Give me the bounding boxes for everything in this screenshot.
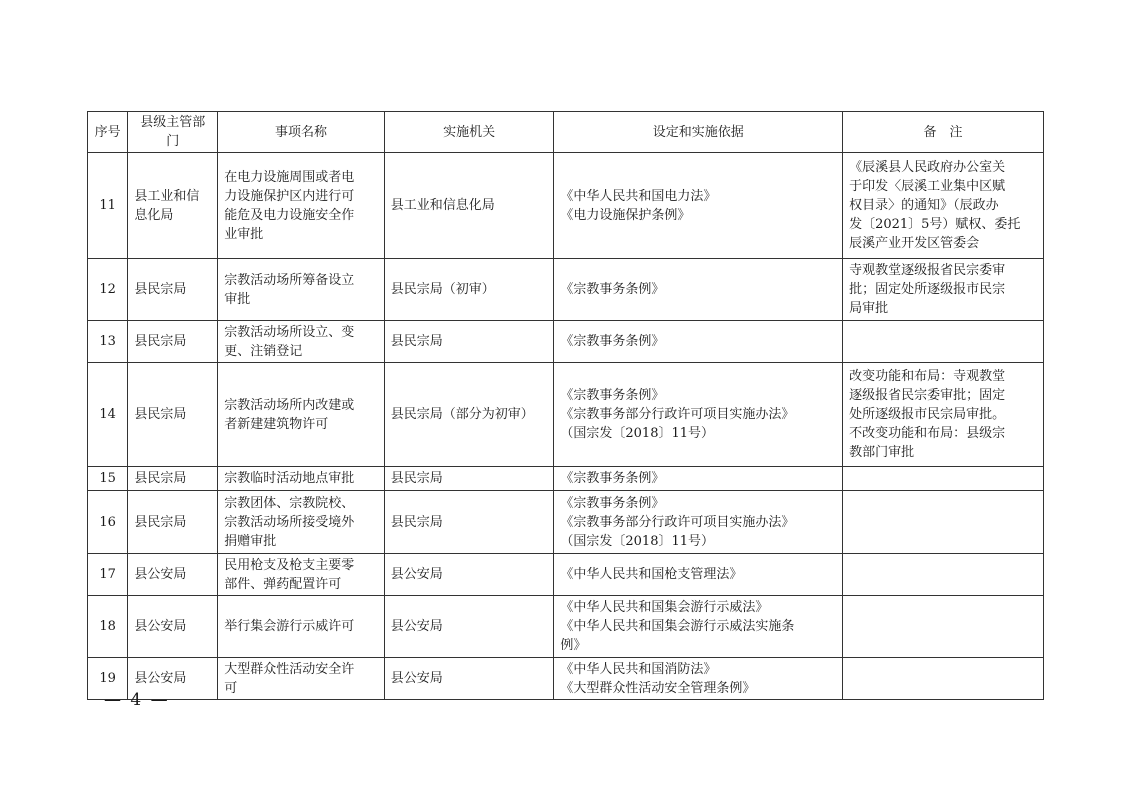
cell-note [843,321,1044,363]
table-row [88,596,1044,658]
cell-basis: 《中华人民共和国集会游行示威法》 《中华人民共和国集会游行示威法实施条 例》 [554,596,843,658]
cell-basis: 《宗教事务条例》 [554,467,843,491]
cell-serial: 15 [88,467,128,491]
cell-item-name: 宗教临时活动地点审批 [218,467,385,491]
cell-serial: 13 [88,321,128,363]
cell-department: 县民宗局 [128,259,218,321]
cell-department: 县民宗局 [128,321,218,363]
cell-basis: 《宗教事务条例》 [554,321,843,363]
cell-agency: 县公安局 [384,596,554,658]
cell-department: 县工业和信 息化局 [128,153,218,259]
cell-agency: 县民宗局 [384,491,554,554]
cell-item-name: 在电力设施周围或者电 力设施保护区内进行可 能危及电力设施安全作 业审批 [218,153,385,259]
cell-basis: 《宗教事务条例》 《宗教事务部分行政许可项目实施办法》 （国宗发〔2018〕11号） [554,491,843,554]
cell-item-name: 民用枪支及枪支主要零 部件、弹药配置许可 [218,554,385,596]
table-row [88,467,1044,491]
cell-basis: 《宗教事务条例》 《宗教事务部分行政许可项目实施办法》 （国宗发〔2018〕11号） [554,363,843,467]
cell-basis: 《中华人民共和国枪支管理法》 [554,554,843,596]
cell-agency: 县公安局 [384,658,554,700]
cell-serial: 11 [88,153,128,259]
cell-item-name: 大型群众性活动安全许 可 [218,658,385,700]
cell-basis: 《宗教事务条例》 [554,259,843,321]
table-row [88,259,1044,321]
cell-serial: 19 [88,658,128,700]
header-note: 备 注 [843,112,1044,153]
cell-serial: 16 [88,491,128,554]
cell-serial: 12 [88,259,128,321]
cell-note [843,491,1044,554]
cell-serial: 14 [88,363,128,467]
page-number: — 4 — [104,690,170,710]
cell-item-name: 宗教团体、宗教院校、 宗教活动场所接受境外 捐赠审批 [218,491,385,554]
cell-item-name: 举行集会游行示威许可 [218,596,385,658]
cell-department: 县公安局 [128,596,218,658]
cell-note: 寺观教堂逐级报省民宗委审 批；固定处所逐级报市民宗 局审批 [843,259,1044,321]
cell-agency: 县民宗局 [384,467,554,491]
header-agency: 实施机关 [384,112,554,153]
table-row [88,554,1044,596]
cell-item-name: 宗教活动场所内改建或 者新建建筑物许可 [218,363,385,467]
cell-item-name: 宗教活动场所筹备设立 审批 [218,259,385,321]
table-row [88,491,1044,554]
cell-department: 县民宗局 [128,491,218,554]
cell-note [843,596,1044,658]
cell-serial: 18 [88,596,128,658]
cell-department: 县公安局 [128,658,218,700]
header-basis: 设定和实施依据 [554,112,843,153]
header-item-name: 事项名称 [218,112,385,153]
table-row [88,321,1044,363]
approval-items-table [87,111,1044,700]
cell-department: 县民宗局 [128,363,218,467]
cell-agency: 县民宗局 [384,321,554,363]
cell-item-name: 宗教活动场所设立、变 更、注销登记 [218,321,385,363]
cell-department: 县公安局 [128,554,218,596]
cell-agency: 县工业和信息化局 [384,153,554,259]
cell-agency: 县民宗局（部分为初审） [384,363,554,467]
cell-department: 县民宗局 [128,467,218,491]
header-department: 县级主管部门 [128,112,218,153]
cell-note [843,554,1044,596]
cell-note [843,658,1044,700]
cell-basis: 《中华人民共和国电力法》 《电力设施保护条例》 [554,153,843,259]
cell-note: 改变功能和布局：寺观教堂 逐级报省民宗委审批；固定 处所逐级报市民宗局审批。 不改变功能和布局：县级宗 教部门审批 [843,363,1044,467]
cell-note [843,467,1044,491]
table-row [88,363,1044,467]
cell-agency: 县民宗局（初审） [384,259,554,321]
cell-agency: 县公安局 [384,554,554,596]
table-row [88,658,1044,700]
cell-serial: 17 [88,554,128,596]
header-serial: 序号 [88,112,128,153]
table-header-row [88,112,1044,153]
table-row [88,153,1044,259]
cell-basis: 《中华人民共和国消防法》 《大型群众性活动安全管理条例》 [554,658,843,700]
cell-note: 《辰溪县人民政府办公室关 于印发〈辰溪工业集中区赋 权目录〉的通知》（辰政办 发〔2021〕5号）赋权、委托 辰溪产业开发区管委会 [843,153,1044,259]
